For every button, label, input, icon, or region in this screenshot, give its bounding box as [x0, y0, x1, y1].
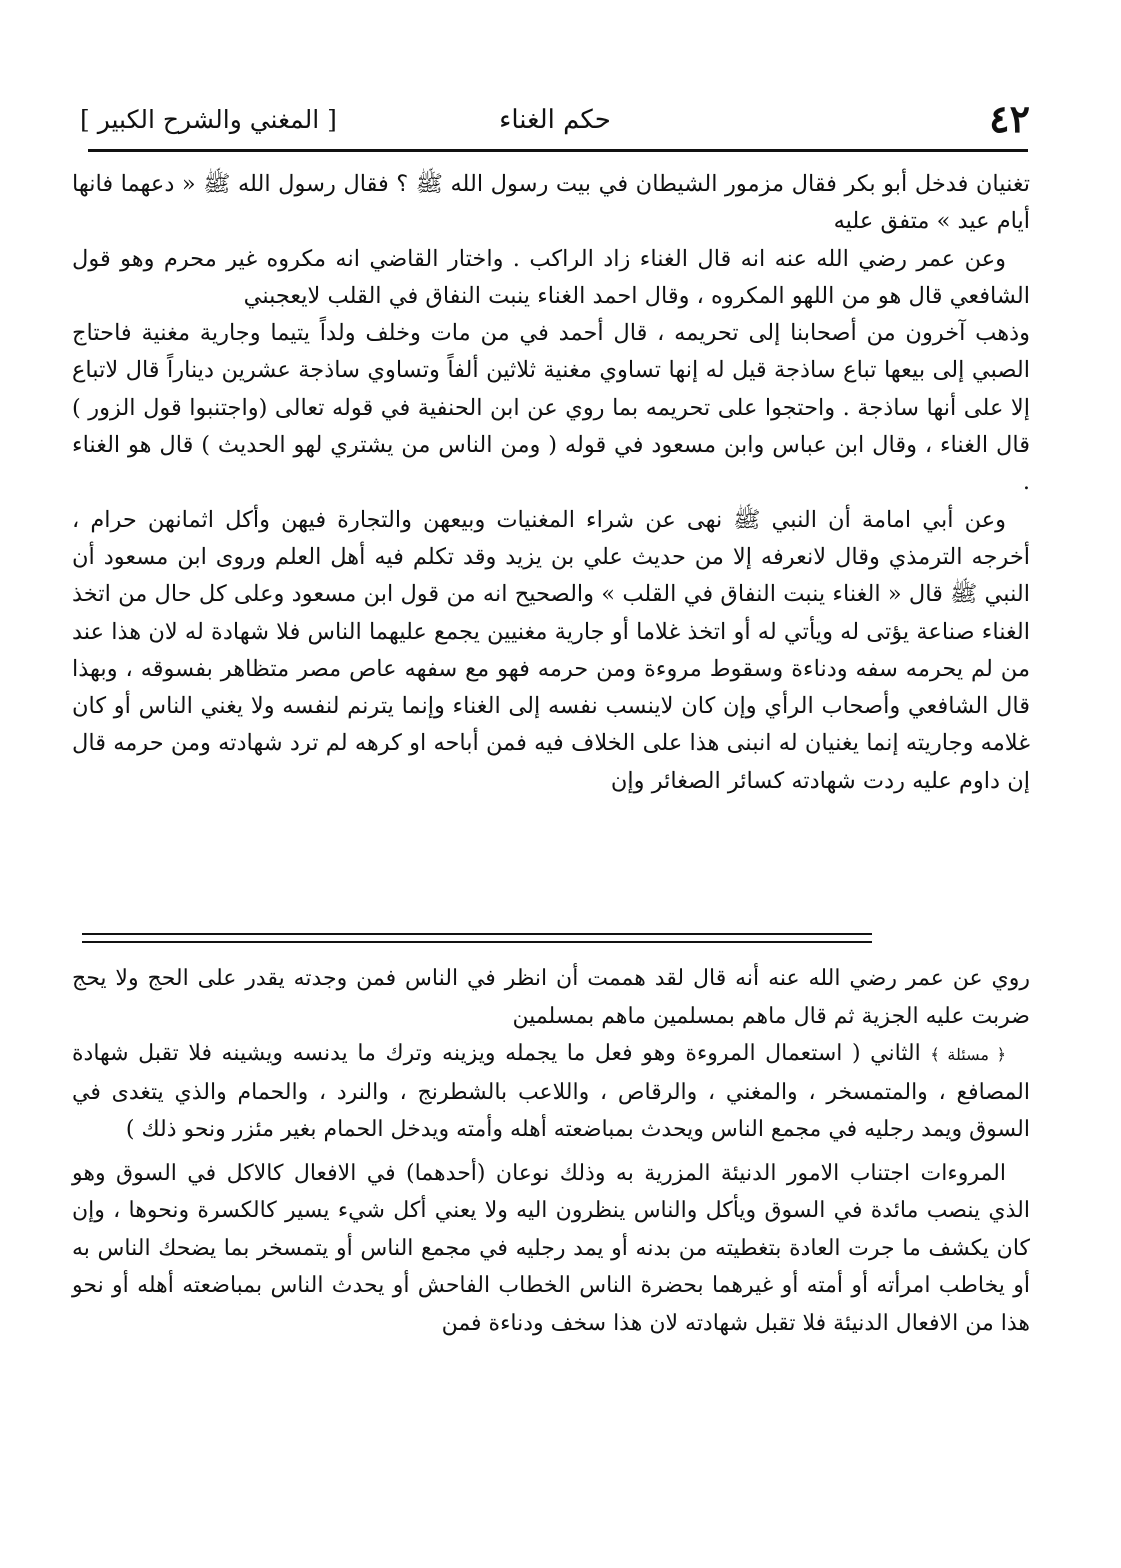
section-divider [82, 933, 872, 943]
commentary-paragraph-2 [72, 1035, 1030, 1149]
header-rule [88, 149, 1028, 152]
main-paragraph-1: تغنيان فدخل أبو بكر فقال مزمور الشيطان في بيت رسول الله ﷺ ؟ فقال رسول الله ﷺ « دعهما فانها أيام عيد » متفق عليه [72, 171, 1030, 235]
main-paragraph-2: وعن عمر رضي الله عنه انه قال الغناء زاد الراكب . واختار القاضي انه مكروه غير محرم وهو قول الشافعي قال هو من اللهو المكروه ، وقال احمد الغناء ينبت النفاق في القلب لايعجبني [72, 245, 1030, 309]
page-header [80, 96, 1030, 146]
commentary-paragraph-3: المروءات اجتناب الامور الدنيئة المزرية به وذلك نوعان (أحدهما) في الافعال كالاكل في السوق وهو الذي ينصب مائدة في السوق ويأكل والناس ينظرون اليه ولا يعني أكل شيء يسير كالكسرة ونحوها ، وإن كان يكشف ما جرت العادة بتغطيته من بدنه أو يمد رجليه في مجمع الناس أو يتمسخر بما يضحك الناس به أو يخاطب امرأته أو أمته أو غيرهما بحضرة الناس الخطاب الفاحش أو يحدث الناس بمباضعته أهله أو نحو هذا من الافعال الدنيئة فلا تقبل شهادته لان هذا سخف ودناءة فمن [72, 1160, 1030, 1336]
main-text [72, 166, 1030, 800]
commentary-paragraph-2-text: الثاني ( استعمال المروءة وهو فعل ما يجمله ويزينه وترك ما يدنسه ويشينه فلا تقبل شهادة المصافع ، والمتمسخر ، والمغني ، والرقاص ، واللاعب بالشطرنج ، والنرد ، والحمام والذي يتغدى في السوق ويمد رجليه في مجمع الناس ويحدث بمباضعته أهله وأمته ويدخل الحمام بغير مئزر ونحو ذلك ) [72, 1041, 1030, 1142]
chapter-title: حكم الغناء [499, 105, 611, 135]
book-title: [ المغني والشرح الكبير ] [80, 105, 337, 134]
commentary-paragraph-1: روي عن عمر رضي الله عنه أنه قال لقد هممت أن انظر في الناس فمن وجدته يقدر على الحج ولا يحج ضربت عليه الجزية ثم قال ماهم بمسلمين ماهم بمسلمين [72, 966, 1030, 1029]
main-paragraph-3: وذهب آخرون من أصحابنا إلى تحريمه ، قال أحمد في من مات وخلف ولداً يتيما وجارية مغنية فاحتاج الصبي إلى بيعها تباع ساذجة قيل له إنها تساوي مغنية ثلاثين ألفاً وتساوي ساذجة عشرين ديناراً قال لاتباع إلا على أنها ساذجة . واحتجوا على تحريمه بما روي عن ابن الحنفية في قوله تعالى (واجتنبوا قول الزور ) قال الغناء ، وقال ابن عباس وابن مسعود في قوله ( ومن الناس من يشتري لهو الحديث ) قال هو الغناء . [72, 320, 1030, 496]
main-paragraph-4: وعن أبي امامة أن النبي ﷺ نهى عن شراء المغنيات وبيعهن والتجارة فيهن وأكل اثمانهن حرام ، أخرجه الترمذي وقال لانعرفه إلا من حديث علي بن يزيد وقد تكلم فيه أهل العلم وروى ابن مسعود أن النبي ﷺ قال « الغناء ينبت النفاق في القلب » والصحيح انه من قول ابن مسعود وعلى كل حال من اتخذ الغناء صناعة يؤتى له ويأتي له أو اتخذ غلاما أو جارية مغنيين يجمع عليهما الناس فلا شهادة له لان هذا عند من لم يحرمه سفه ودناءة وسقوط مروءة ومن حرمه فهو مع سفهه عاص مصر متظاهر بفسوقه ، وبهذا قال الشافعي وأصحاب الرأي وإن كان لاينسب نفسه إلى الغناء وإنما يترنم لنفسه ولا يغني الناس أو كان غلامه وجاريته إنما يغنيان له انبنى هذا على الخلاف فيه فمن أباحه او كرهه لم ترد شهادته ومن حرمه قال إن داوم عليه ردت شهادته كسائر الصغائر وإن [72, 506, 1030, 794]
masala-marker: ﴿ مسئلة ﴾ [930, 1045, 1006, 1064]
page-number: ٤٢ [989, 96, 1030, 141]
commentary-text [72, 960, 1030, 1342]
